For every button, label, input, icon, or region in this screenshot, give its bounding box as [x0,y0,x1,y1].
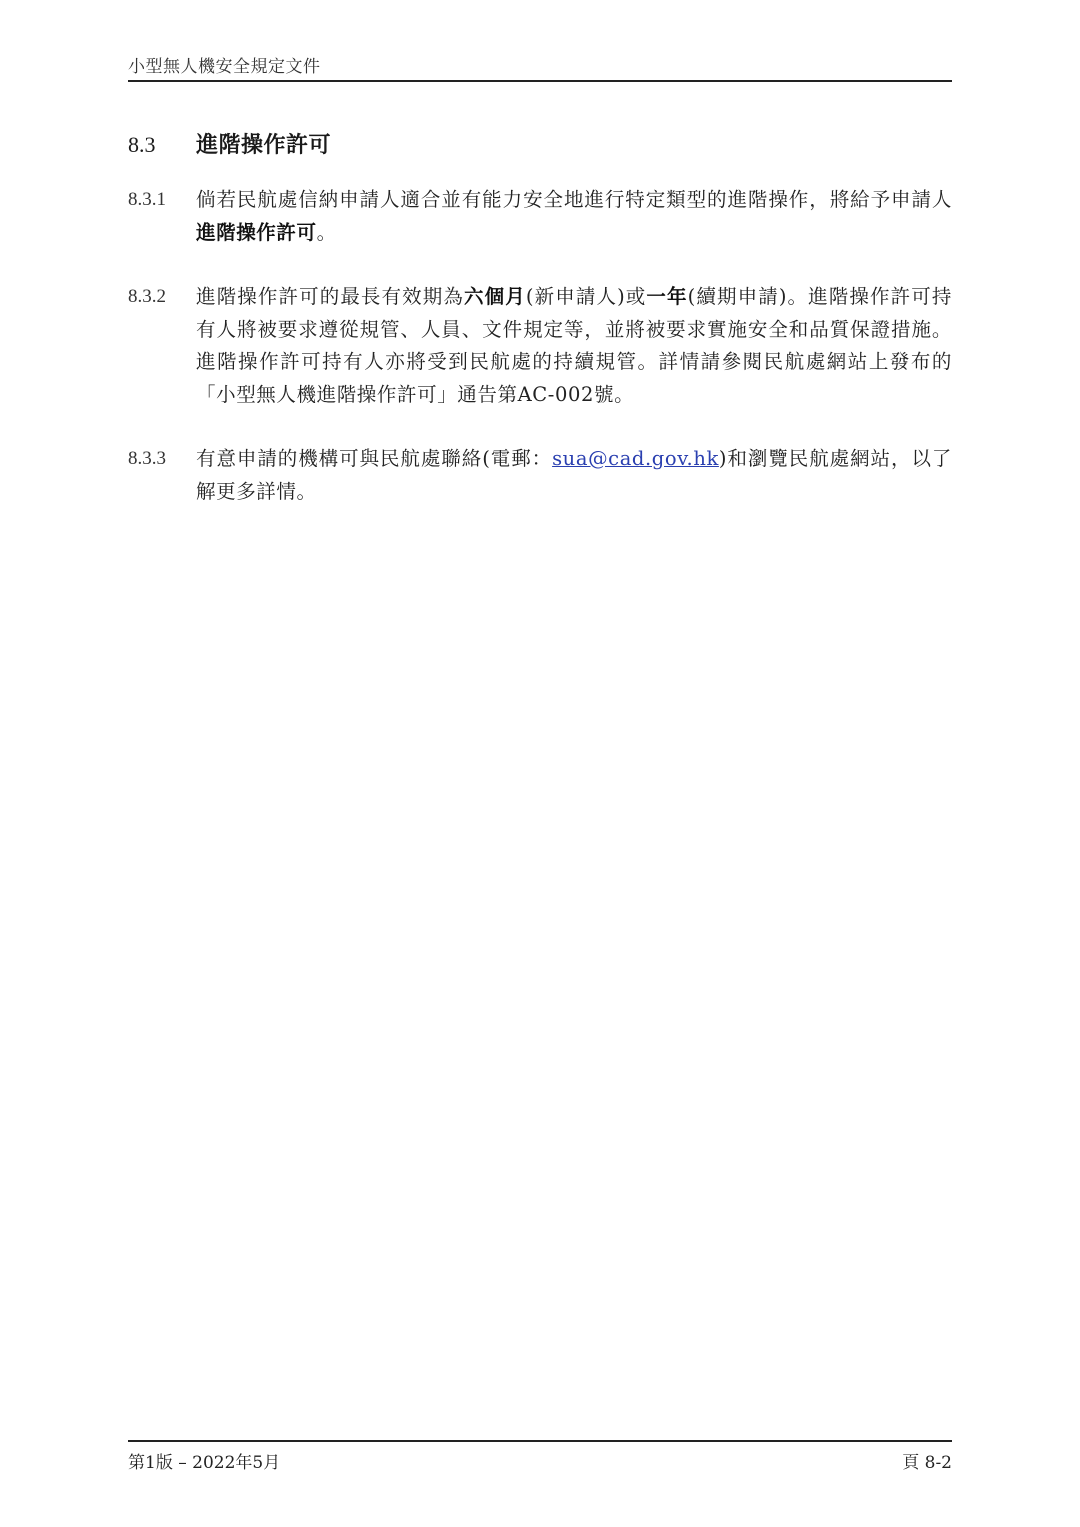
page-number: 頁 8-2 [902,1453,952,1473]
bold-term: 進階操作許可 [196,220,317,244]
paragraph-text [196,281,952,411]
bold-term: 一年 [646,285,688,308]
paragraph-number: 8.3.3 [128,448,166,469]
paragraph-number: 8.3.2 [128,286,166,307]
section-number: 8.3 [128,132,156,157]
paragraph-number: 8.3.1 [128,189,166,210]
page-footer [128,1440,952,1474]
edition-info: 第1版 – 2022年5月 [128,1453,281,1473]
text-run: (續期申請)。進階操作許可持有人將被要求遵從規管、人員、文件規定等，並將被要求實施安全和品質保證措施。進階操作許可持有人亦將受到民航處的持續規管。詳情請參閱民航處網站上發布的「小型無人機進階操作許可」通告第AC-002號。 [196,285,952,406]
section-title: 進階操作許可 [196,133,332,158]
page-header [128,48,952,82]
document-title: 小型無人機安全規定文件 [128,57,321,77]
text-run: 。 [316,220,337,244]
text-run: )和瀏覽民航處網站，以了解更多詳情。 [196,447,952,503]
paragraph-8-3-2 [128,281,952,411]
paragraph-text [196,184,952,249]
text-run: (新申請人)或 [525,285,647,308]
section-8-3 [128,128,952,540]
bold-term: 六個月 [464,285,526,308]
text-run: 進階操作許可的最長有效期為 [196,285,465,308]
paragraph-text [196,443,952,508]
section-heading [128,128,952,168]
email-link[interactable]: sua@cad.gov.hk [552,447,719,470]
paragraph-8-3-3 [128,443,952,508]
paragraph-8-3-1 [128,184,952,249]
text-run: 有意申請的機構可與民航處聯絡(電郵： [196,447,553,470]
text-run: 倘若民航處信納申請人適合並有能力安全地進行特定類型的進階操作，將給予申請人 [196,188,952,211]
